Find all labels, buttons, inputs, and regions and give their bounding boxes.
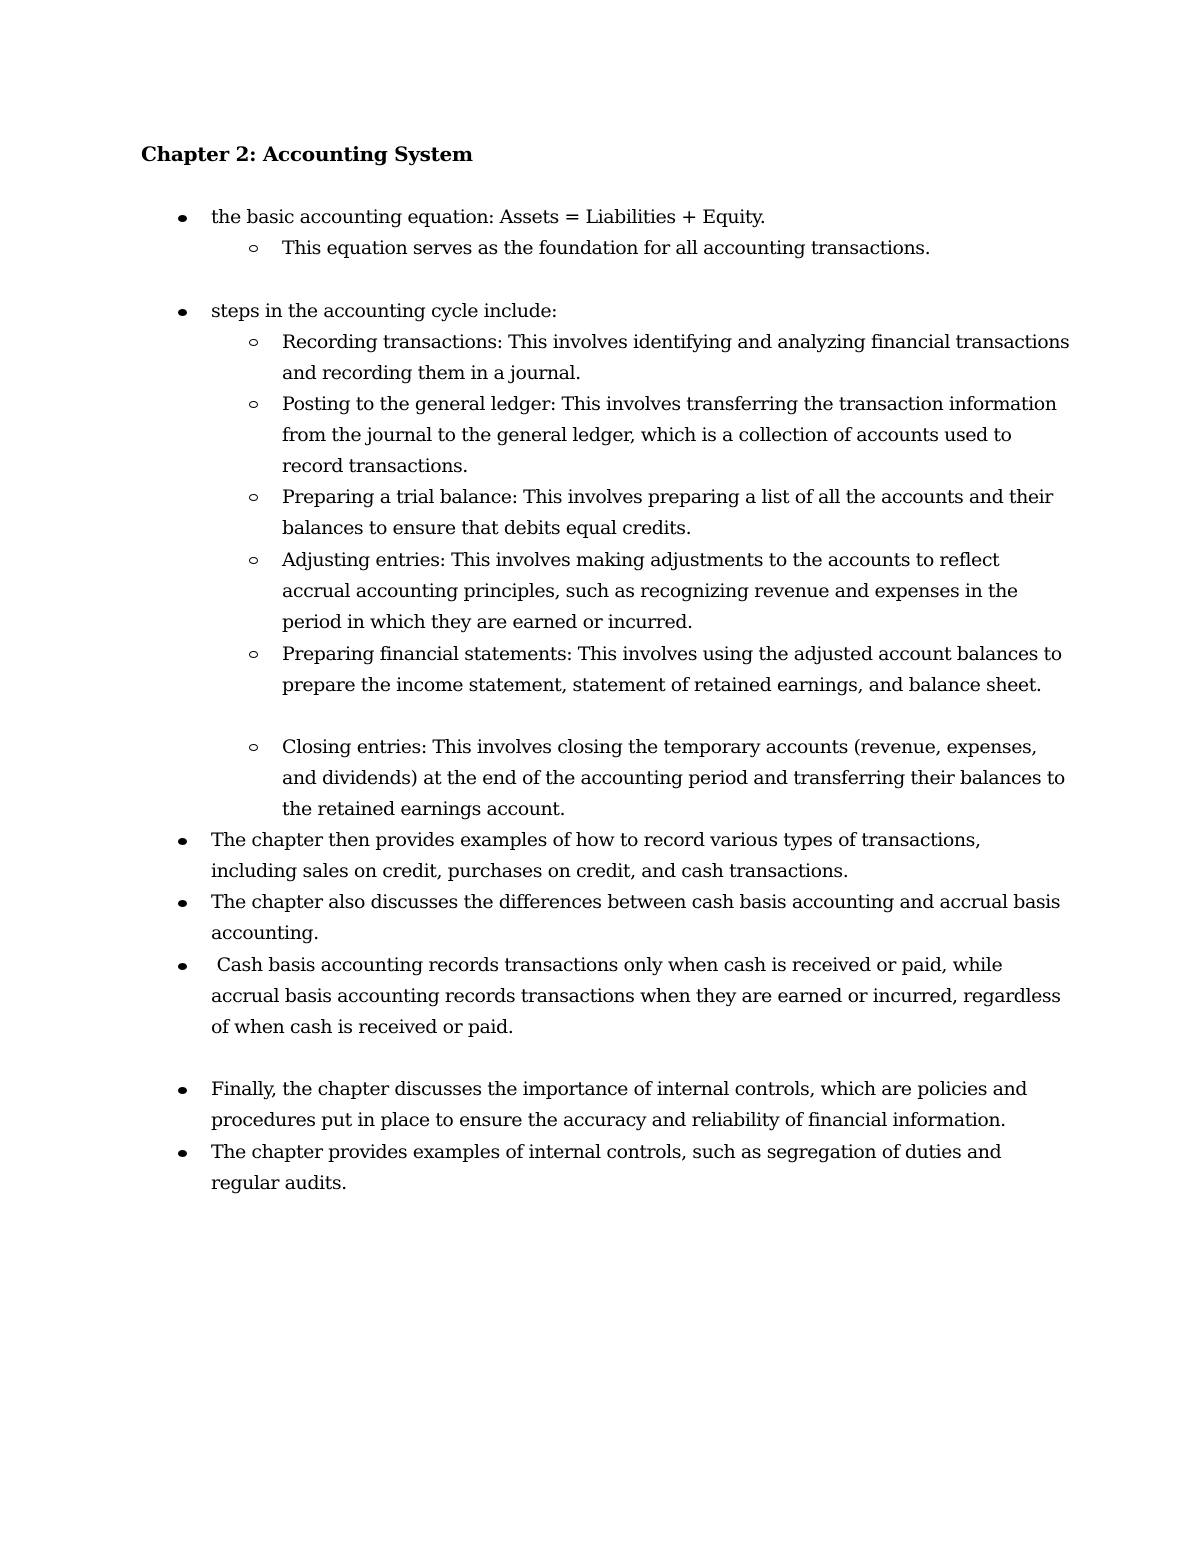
bullet-icon (178, 963, 187, 970)
sublist-item-financial-statements (282, 639, 1072, 701)
sublist-item-text: Preparing a trial balance: This involves preparing a list of all the accounts and their balances to ensure that debits equal credits. (282, 486, 1053, 539)
bullet-icon (178, 215, 187, 222)
bullet-icon (178, 1087, 187, 1094)
list-item-text: steps in the accounting cycle include: (211, 300, 558, 322)
list-item-text: The chapter also discusses the differences between cash basis accounting and accrual basis accounting. (211, 891, 1061, 944)
sublist-item-text: Adjusting entries: This involves making adjustments to the accounts to reflect accrual accounting principles, such as recognizing revenue and expenses in the period in which they are earned or incurred. (282, 549, 1018, 633)
sublist-item-text: Posting to the general ledger: This involves transferring the transaction information from the journal to the general ledger, which is a collection of accounts used to record transactions. (282, 393, 1057, 477)
list-item-transaction-examples (211, 825, 1071, 887)
hollow-bullet-icon (249, 744, 258, 751)
list-item-text: Finally, the chapter discusses the importance of internal controls, which are policies and procedures put in place to ensure the accuracy and reliability of financial information. (211, 1078, 1028, 1131)
list-item-text: The chapter provides examples of internal controls, such as segregation of duties and regular audits. (211, 1141, 1002, 1194)
hollow-bullet-icon (249, 401, 258, 408)
bullet-icon (178, 838, 187, 845)
page-title: Chapter 2: Accounting System (141, 142, 473, 166)
sublist-item-text: Closing entries: This involves closing the temporary accounts (revenue, expenses, and dividends) at the end of the accounting period and transferring their balances to the retained earnings account. (282, 736, 1065, 820)
hollow-bullet-icon (249, 557, 258, 564)
list-item-text: Cash basis accounting records transactions only when cash is received or paid, while accrual basis accounting records transactions when they are earned or incurred, regardless of when cash is received or paid. (211, 954, 1067, 1038)
hollow-bullet-icon (249, 651, 258, 658)
list-item-cash-vs-accrual (211, 887, 1071, 949)
hollow-bullet-icon (249, 339, 258, 346)
sublist-item-trial-balance (282, 482, 1072, 544)
list-item-accounting-cycle (211, 296, 1071, 327)
sublist-item-recording-transactions (282, 327, 1072, 389)
sublist-item-equation-foundation (282, 233, 1072, 264)
hollow-bullet-icon (249, 494, 258, 501)
sublist-item-text: Preparing financial statements: This involves using the adjusted account balances to prepare the income statement, statement of retained earnings, and balance sheet. (282, 643, 1062, 696)
list-item-cash-basis-definition (211, 950, 1071, 1043)
sublist-item-posting-ledger (282, 389, 1072, 482)
list-item-text: the basic accounting equation: Assets = Liabilities + Equity. (211, 206, 766, 228)
bullet-icon (178, 1150, 187, 1157)
sublist-item-closing-entries (282, 732, 1072, 825)
list-item-accounting-equation (211, 202, 1071, 233)
list-item-text: The chapter then provides examples of how to record various types of transactions, including sales on credit, purchases on credit, and cash transactions. (211, 829, 981, 882)
sublist-item-text: This equation serves as the foundation for all accounting transactions. (282, 237, 931, 259)
bullet-icon (178, 309, 187, 316)
list-item-internal-controls (211, 1074, 1071, 1136)
bullet-icon (178, 900, 187, 907)
list-item-internal-control-examples (211, 1137, 1071, 1199)
sublist-item-adjusting-entries (282, 545, 1072, 638)
sublist-item-text: Recording transactions: This involves identifying and analyzing financial transactions and recording them in a journal. (282, 331, 1070, 384)
hollow-bullet-icon (249, 245, 258, 252)
